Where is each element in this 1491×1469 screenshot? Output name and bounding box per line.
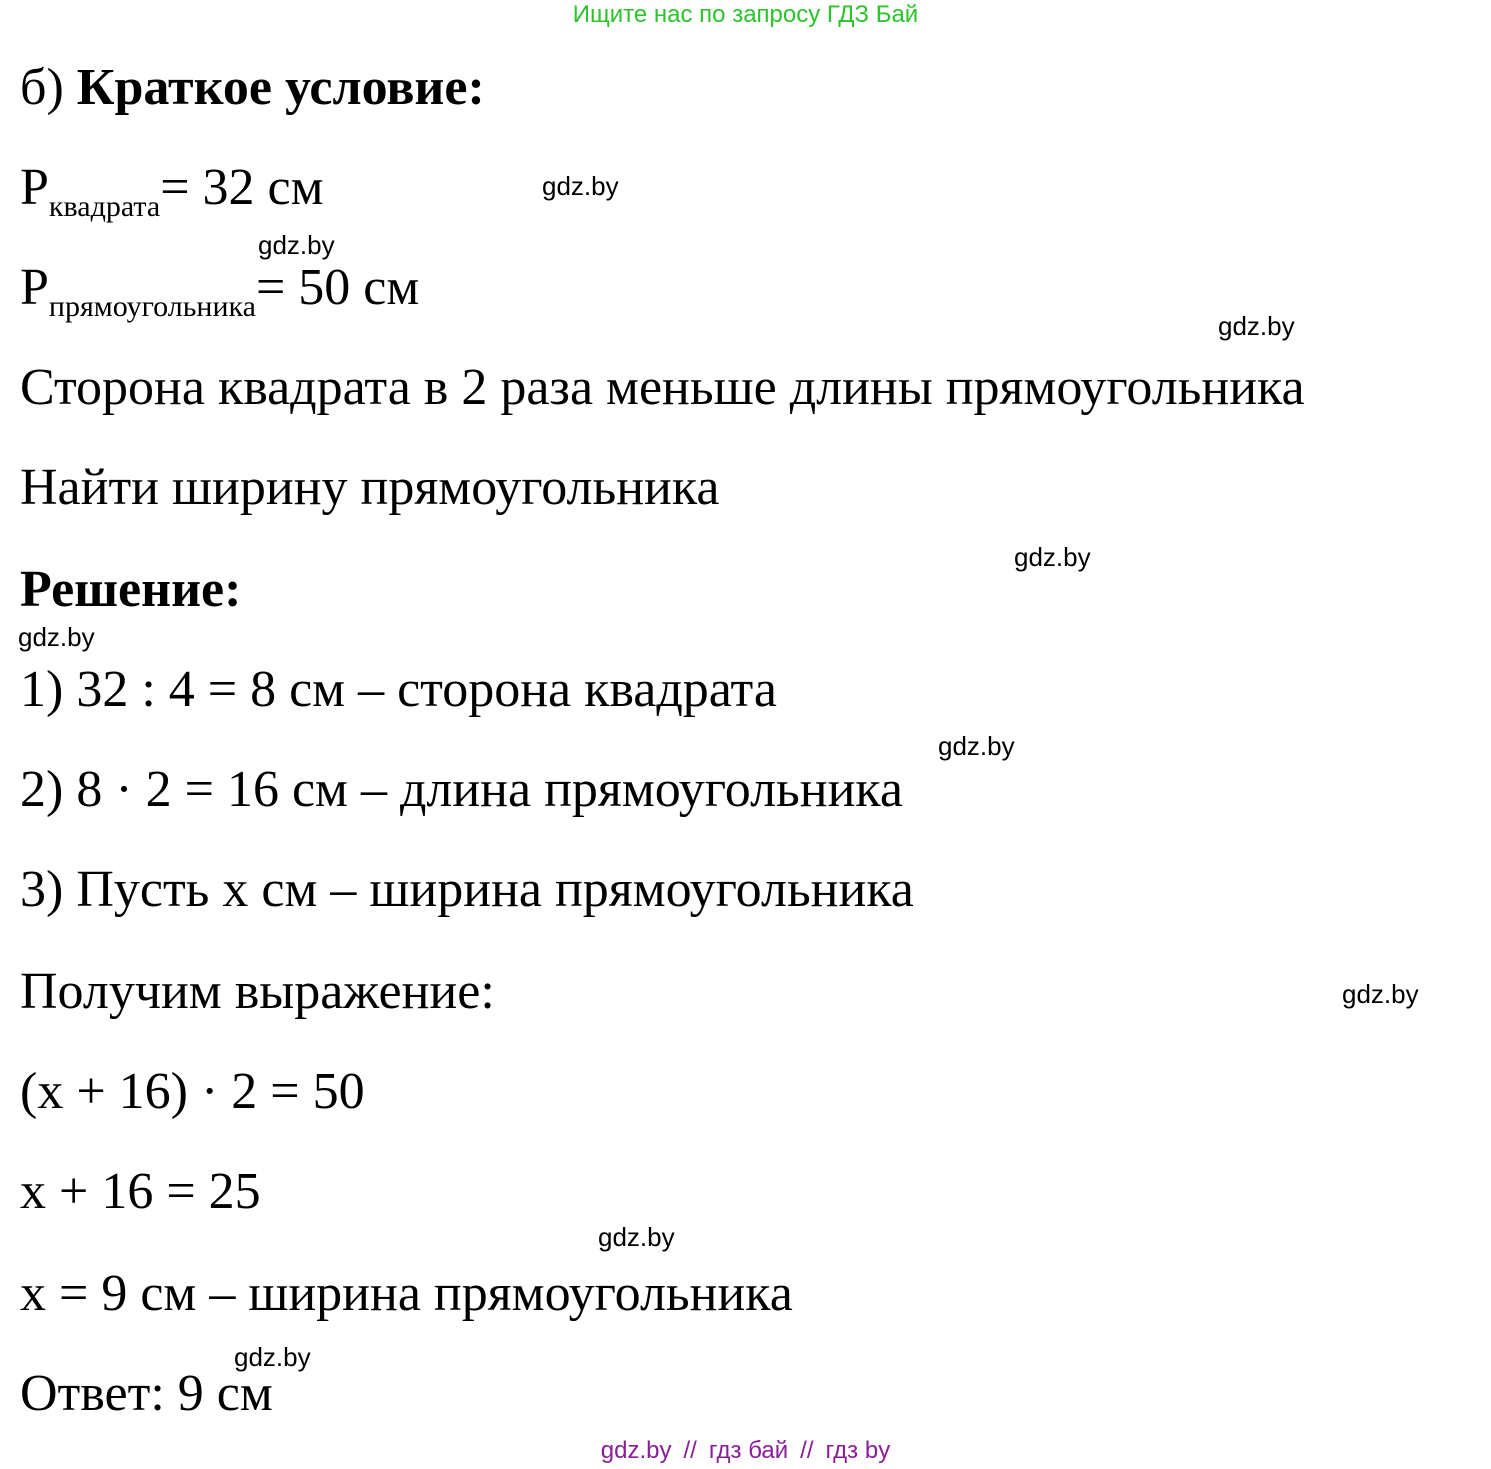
watermark: gdz.by — [1218, 311, 1295, 341]
watermark: gdz.by — [598, 1222, 675, 1252]
perimeter-value: = 32 см — [160, 159, 324, 216]
answer: Ответ: 9 см — [20, 1365, 273, 1422]
expression-intro: Получим выражение: — [20, 963, 495, 1020]
section-title: Краткое условие: — [76, 59, 485, 116]
footer-separator: // — [683, 1437, 697, 1464]
top-search-banner: Ищите нас по запросу ГДЗ Бай — [572, 1, 919, 28]
section-prefix: б) — [20, 59, 77, 116]
equation-1: (x + 16) · 2 = 50 — [20, 1063, 365, 1120]
solution-step-3: 3) Пусть x см – ширина прямоугольника — [20, 861, 914, 918]
perimeter-letter: P — [20, 159, 49, 216]
watermark: gdz.by — [258, 230, 335, 260]
watermark: gdz.by — [234, 1342, 311, 1372]
find-statement: Найти ширину прямоугольника — [20, 459, 720, 516]
perimeter-subscript: квадрата — [48, 190, 161, 223]
footer-link-gdz-by[interactable]: gdz.by — [600, 1437, 672, 1464]
footer-link-gdz-by-ru[interactable]: гдз by — [825, 1437, 891, 1464]
solution-step-1: 1) 32 : 4 = 8 см – сторона квадрата — [20, 661, 777, 718]
solution-step-2: 2) 8 · 2 = 16 см – длина прямоугольника — [20, 761, 903, 818]
given-rectangle-perimeter — [20, 258, 419, 325]
watermark: gdz.by — [1014, 542, 1091, 572]
given-square-perimeter — [20, 158, 324, 225]
section-heading — [20, 58, 485, 118]
watermark: gdz.by — [542, 171, 619, 201]
footer-link-gdz-bai[interactable]: гдз бай — [708, 1437, 789, 1464]
bottom-links — [0, 1436, 1491, 1466]
watermark: gdz.by — [18, 622, 95, 652]
solution-title: Решение: — [20, 561, 242, 618]
footer-separator: // — [800, 1437, 814, 1464]
given-condition: Сторона квадрата в 2 раза меньше длины прямоугольника — [20, 359, 1305, 416]
watermark: gdz.by — [1342, 979, 1419, 1009]
perimeter-letter: P — [20, 259, 49, 316]
watermark: gdz.by — [938, 731, 1015, 761]
equation-2: x + 16 = 25 — [20, 1163, 261, 1220]
equation-3: x = 9 см – ширина прямоугольника — [20, 1265, 793, 1322]
perimeter-subscript: прямоугольника — [48, 290, 256, 323]
perimeter-value: = 50 см — [255, 259, 420, 316]
